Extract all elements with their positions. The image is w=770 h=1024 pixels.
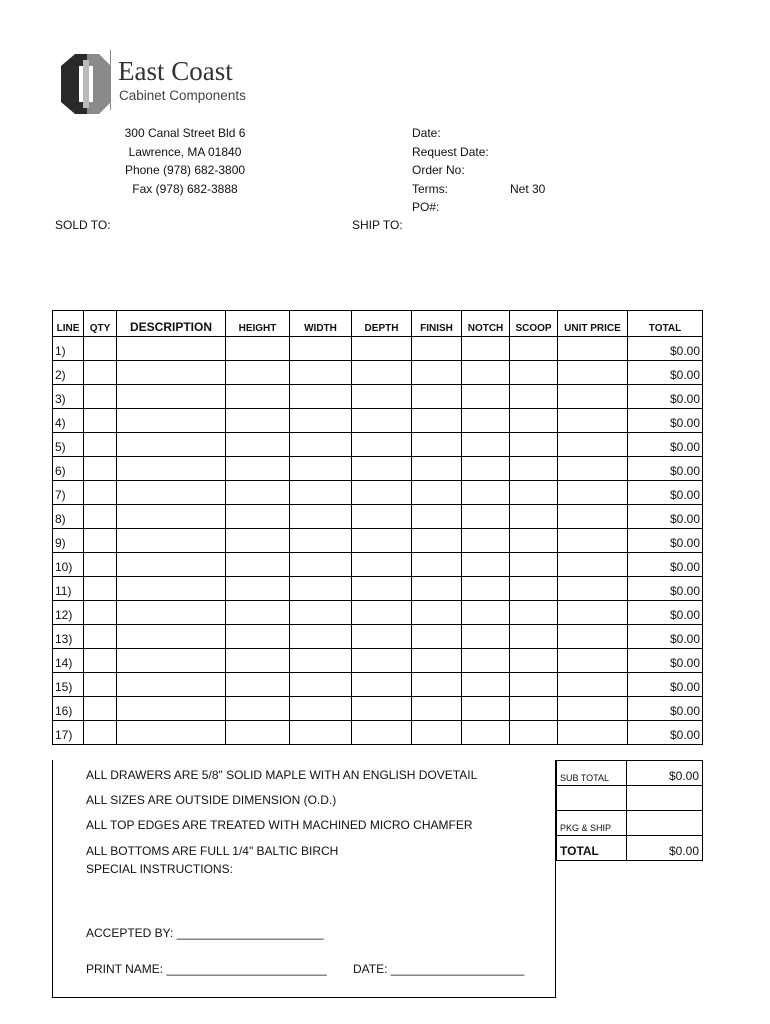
cell-qty[interactable]	[84, 433, 117, 457]
note-drawers: ALL DRAWERS ARE 5/8" SOLID MAPLE WITH AN ENGLISH DOVETAIL	[86, 768, 478, 782]
cell-description[interactable]	[117, 673, 226, 697]
cell-total: $0.00	[628, 433, 703, 457]
cell-width[interactable]	[290, 601, 352, 625]
cell-scoop[interactable]	[510, 457, 558, 481]
cell-unit-price[interactable]	[558, 505, 628, 529]
cell-notch[interactable]	[462, 721, 510, 745]
cell-width[interactable]	[290, 553, 352, 577]
cell-scoop[interactable]	[510, 649, 558, 673]
cell-unit-price[interactable]	[558, 529, 628, 553]
table-row	[53, 721, 703, 745]
cell-depth[interactable]	[352, 433, 412, 457]
cell-height[interactable]	[226, 529, 290, 553]
total-row	[557, 836, 703, 861]
cell-width[interactable]	[290, 433, 352, 457]
cell-description[interactable]	[117, 529, 226, 553]
cell-description[interactable]	[117, 553, 226, 577]
cell-width[interactable]	[290, 337, 352, 361]
cell-scoop[interactable]	[510, 337, 558, 361]
cell-total: $0.00	[628, 385, 703, 409]
cell-total: $0.00	[628, 673, 703, 697]
cell-description[interactable]	[117, 337, 226, 361]
cell-notch[interactable]	[462, 409, 510, 433]
cell-qty[interactable]	[84, 553, 117, 577]
accepted-by-line[interactable]: ACCEPTED BY: ______________________	[86, 926, 324, 940]
header-line: LINE	[53, 311, 84, 337]
cell-qty[interactable]	[84, 529, 117, 553]
cell-depth[interactable]	[352, 697, 412, 721]
cell-qty[interactable]	[84, 409, 117, 433]
cell-unit-price[interactable]	[558, 337, 628, 361]
cell-total: $0.00	[628, 529, 703, 553]
cell-line: 6)	[53, 457, 84, 481]
cell-notch[interactable]	[462, 433, 510, 457]
cell-total: $0.00	[628, 697, 703, 721]
cell-line: 8)	[53, 505, 84, 529]
cell-unit-price[interactable]	[558, 457, 628, 481]
cell-total: $0.00	[628, 721, 703, 745]
date-label: Date:	[412, 126, 441, 140]
header-notch: NOTCH	[462, 311, 510, 337]
order-info	[412, 124, 612, 217]
table-row	[53, 409, 703, 433]
cell-description[interactable]	[117, 505, 226, 529]
cell-notch[interactable]	[462, 601, 510, 625]
cell-notch[interactable]	[462, 649, 510, 673]
blank-row	[557, 786, 703, 811]
cell-width[interactable]	[290, 481, 352, 505]
cell-notch[interactable]	[462, 385, 510, 409]
cell-unit-price[interactable]	[558, 625, 628, 649]
cell-unit-price[interactable]	[558, 481, 628, 505]
pkg-ship-value[interactable]	[627, 811, 703, 836]
cell-description[interactable]	[117, 457, 226, 481]
cell-line: 2)	[53, 361, 84, 385]
cell-notch[interactable]	[462, 673, 510, 697]
cell-line: 1)	[53, 337, 84, 361]
cell-qty[interactable]	[84, 385, 117, 409]
cell-scoop[interactable]	[510, 673, 558, 697]
cell-width[interactable]	[290, 721, 352, 745]
cell-finish[interactable]	[412, 577, 462, 601]
table-row	[53, 649, 703, 673]
cell-description[interactable]	[117, 601, 226, 625]
cell-height[interactable]	[226, 577, 290, 601]
cell-finish[interactable]	[412, 649, 462, 673]
cell-description[interactable]	[117, 577, 226, 601]
table-row	[53, 553, 703, 577]
cell-depth[interactable]	[352, 553, 412, 577]
cell-unit-price[interactable]	[558, 649, 628, 673]
company-logo	[55, 50, 255, 118]
cell-unit-price[interactable]	[558, 385, 628, 409]
cell-scoop[interactable]	[510, 505, 558, 529]
company-address	[100, 124, 270, 198]
cell-total: $0.00	[628, 649, 703, 673]
cell-scoop[interactable]	[510, 721, 558, 745]
cell-line: 5)	[53, 433, 84, 457]
cell-total: $0.00	[628, 625, 703, 649]
header-height: HEIGHT	[226, 311, 290, 337]
cell-line: 7)	[53, 481, 84, 505]
header-depth: DEPTH	[352, 311, 412, 337]
cell-total: $0.00	[628, 553, 703, 577]
cell-description[interactable]	[117, 481, 226, 505]
cell-unit-price[interactable]	[558, 697, 628, 721]
cell-total: $0.00	[628, 505, 703, 529]
summary-table	[556, 760, 703, 861]
table-row	[53, 361, 703, 385]
cell-depth[interactable]	[352, 529, 412, 553]
cell-qty[interactable]	[84, 649, 117, 673]
cell-depth[interactable]	[352, 337, 412, 361]
cell-notch[interactable]	[462, 529, 510, 553]
table-row	[53, 673, 703, 697]
cell-notch[interactable]	[462, 625, 510, 649]
cell-qty[interactable]	[84, 457, 117, 481]
cell-depth[interactable]	[352, 409, 412, 433]
cell-width[interactable]	[290, 409, 352, 433]
cell-height[interactable]	[226, 361, 290, 385]
cell-qty[interactable]	[84, 625, 117, 649]
cell-qty[interactable]	[84, 361, 117, 385]
table-row	[53, 625, 703, 649]
cell-qty[interactable]	[84, 505, 117, 529]
cell-finish[interactable]	[412, 673, 462, 697]
cell-line: 4)	[53, 409, 84, 433]
cell-notch[interactable]	[462, 553, 510, 577]
table-row	[53, 505, 703, 529]
cell-qty[interactable]	[84, 601, 117, 625]
table-row	[53, 577, 703, 601]
cell-scoop[interactable]	[510, 697, 558, 721]
address-line1: 300 Canal Street Bld 6	[124, 126, 246, 140]
cell-notch[interactable]	[462, 481, 510, 505]
line-items-table	[52, 310, 703, 745]
cell-line: 13)	[53, 625, 84, 649]
cell-width[interactable]	[290, 457, 352, 481]
cell-height[interactable]	[226, 625, 290, 649]
cell-height[interactable]	[226, 457, 290, 481]
cell-depth[interactable]	[352, 673, 412, 697]
cell-unit-price[interactable]	[558, 577, 628, 601]
address-line2: Lawrence, MA 01840	[128, 144, 242, 159]
cell-finish[interactable]	[412, 361, 462, 385]
cell-line: 10)	[53, 553, 84, 577]
header-qty: QTY	[84, 311, 117, 337]
table-header-row	[53, 311, 703, 337]
note-sizes: ALL SIZES ARE OUTSIDE DIMENSION (O.D.)	[86, 793, 337, 807]
cell-description[interactable]	[117, 409, 226, 433]
cell-scoop[interactable]	[510, 577, 558, 601]
cell-line: 16)	[53, 697, 84, 721]
cell-depth[interactable]	[352, 601, 412, 625]
cell-total: $0.00	[628, 481, 703, 505]
cell-scoop[interactable]	[510, 481, 558, 505]
cell-finish[interactable]	[412, 337, 462, 361]
cell-unit-price[interactable]	[558, 409, 628, 433]
blank-label	[557, 786, 627, 811]
header-width: WIDTH	[290, 311, 352, 337]
logo-mark-icon	[55, 50, 115, 118]
cell-finish[interactable]	[412, 625, 462, 649]
note-edges: ALL TOP EDGES ARE TREATED WITH MACHINED MICRO CHAMFER	[86, 818, 473, 832]
total-label: TOTAL	[557, 836, 627, 861]
cell-height[interactable]	[226, 649, 290, 673]
cell-description[interactable]	[117, 697, 226, 721]
cell-description[interactable]	[117, 625, 226, 649]
cell-unit-price[interactable]	[558, 601, 628, 625]
cell-qty[interactable]	[84, 721, 117, 745]
po-label: PO#:	[412, 200, 440, 214]
cell-qty[interactable]	[84, 337, 117, 361]
cell-depth[interactable]	[352, 457, 412, 481]
cell-width[interactable]	[290, 673, 352, 697]
request-date-label: Request Date:	[412, 144, 489, 159]
terms-label: Terms:	[412, 181, 448, 196]
cell-notch[interactable]	[462, 361, 510, 385]
cell-line: 9)	[53, 529, 84, 553]
total-value: $0.00	[627, 836, 703, 861]
logo-subtitle: Cabinet Components	[119, 88, 246, 103]
cell-qty[interactable]	[84, 481, 117, 505]
cell-depth[interactable]	[352, 505, 412, 529]
cell-height[interactable]	[226, 337, 290, 361]
table-row	[53, 481, 703, 505]
cell-width[interactable]	[290, 361, 352, 385]
cell-depth[interactable]	[352, 649, 412, 673]
cell-scoop[interactable]	[510, 601, 558, 625]
table-row	[53, 529, 703, 553]
cell-unit-price[interactable]	[558, 721, 628, 745]
subtotal-value: $0.00	[627, 761, 703, 786]
address-phone: Phone (978) 682-3800	[124, 163, 246, 177]
print-name-line[interactable]: PRINT NAME: ________________________	[86, 962, 327, 976]
cell-total: $0.00	[628, 457, 703, 481]
cell-height[interactable]	[226, 721, 290, 745]
cell-height[interactable]	[226, 481, 290, 505]
cell-width[interactable]	[290, 505, 352, 529]
cell-height[interactable]	[226, 409, 290, 433]
cell-unit-price[interactable]	[558, 361, 628, 385]
cell-finish[interactable]	[412, 553, 462, 577]
cell-line: 3)	[53, 385, 84, 409]
cell-depth[interactable]	[352, 385, 412, 409]
cell-scoop[interactable]	[510, 433, 558, 457]
cell-finish[interactable]	[412, 409, 462, 433]
cell-qty[interactable]	[84, 577, 117, 601]
notes-box	[52, 760, 556, 998]
cell-width[interactable]	[290, 697, 352, 721]
cell-notch[interactable]	[462, 457, 510, 481]
cell-height[interactable]	[226, 697, 290, 721]
cell-notch[interactable]	[462, 577, 510, 601]
order-no-label: Order No:	[412, 163, 465, 177]
cell-total: $0.00	[628, 409, 703, 433]
cell-description[interactable]	[117, 433, 226, 457]
header-finish: FINISH	[412, 311, 462, 337]
cell-width[interactable]	[290, 649, 352, 673]
date-signature-line[interactable]: DATE: ____________________	[353, 962, 525, 976]
blank-value[interactable]	[627, 786, 703, 811]
cell-finish[interactable]	[412, 601, 462, 625]
table-row	[53, 457, 703, 481]
cell-finish[interactable]	[412, 505, 462, 529]
cell-description[interactable]	[117, 649, 226, 673]
cell-notch[interactable]	[462, 505, 510, 529]
cell-scoop[interactable]	[510, 529, 558, 553]
table-row	[53, 601, 703, 625]
cell-depth[interactable]	[352, 481, 412, 505]
cell-width[interactable]	[290, 529, 352, 553]
note-bottoms: ALL BOTTOMS ARE FULL 1/4" BALTIC BIRCH	[86, 844, 339, 858]
cell-width[interactable]	[290, 577, 352, 601]
cell-description[interactable]	[117, 721, 226, 745]
cell-depth[interactable]	[352, 625, 412, 649]
cell-total: $0.00	[628, 577, 703, 601]
cell-total: $0.00	[628, 361, 703, 385]
cell-description[interactable]	[117, 361, 226, 385]
cell-line: 11)	[53, 577, 84, 601]
header-total: TOTAL	[628, 311, 703, 337]
cell-finish[interactable]	[412, 457, 462, 481]
cell-notch[interactable]	[462, 697, 510, 721]
cell-finish[interactable]	[412, 433, 462, 457]
cell-qty[interactable]	[84, 697, 117, 721]
cell-depth[interactable]	[352, 721, 412, 745]
cell-scoop[interactable]	[510, 409, 558, 433]
ship-to-label: SHIP TO:	[352, 218, 403, 232]
cell-finish[interactable]	[412, 481, 462, 505]
cell-width[interactable]	[290, 625, 352, 649]
cell-height[interactable]	[226, 433, 290, 457]
table-row	[53, 697, 703, 721]
cell-qty[interactable]	[84, 673, 117, 697]
cell-finish[interactable]	[412, 697, 462, 721]
table-row	[53, 385, 703, 409]
table-row	[53, 337, 703, 361]
sold-to-label: SOLD TO:	[55, 218, 111, 232]
pkg-ship-label: PKG & SHIP	[557, 811, 627, 836]
cell-finish[interactable]	[412, 385, 462, 409]
cell-height[interactable]	[226, 673, 290, 697]
cell-unit-price[interactable]	[558, 673, 628, 697]
cell-finish[interactable]	[412, 721, 462, 745]
pkg-ship-row	[557, 811, 703, 836]
terms-value: Net 30	[510, 181, 546, 196]
cell-height[interactable]	[226, 553, 290, 577]
logo-name: East Coast	[118, 56, 233, 86]
cell-line: 14)	[53, 649, 84, 673]
cell-height[interactable]	[226, 505, 290, 529]
cell-width[interactable]	[290, 385, 352, 409]
cell-line: 17)	[53, 721, 84, 745]
cell-height[interactable]	[226, 385, 290, 409]
cell-total: $0.00	[628, 601, 703, 625]
subtotal-label: SUB TOTAL	[557, 761, 627, 786]
cell-finish[interactable]	[412, 529, 462, 553]
cell-description[interactable]	[117, 385, 226, 409]
table-row	[53, 433, 703, 457]
cell-unit-price[interactable]	[558, 553, 628, 577]
cell-notch[interactable]	[462, 337, 510, 361]
address-fax: Fax (978) 682-3888	[132, 181, 238, 196]
cell-line: 12)	[53, 601, 84, 625]
cell-scoop[interactable]	[510, 361, 558, 385]
cell-depth[interactable]	[352, 361, 412, 385]
cell-total: $0.00	[628, 337, 703, 361]
header-scoop: SCOOP	[510, 311, 558, 337]
subtotal-row	[557, 761, 703, 786]
cell-scoop[interactable]	[510, 625, 558, 649]
cell-line: 15)	[53, 673, 84, 697]
cell-unit-price[interactable]	[558, 433, 628, 457]
special-instructions-label: SPECIAL INSTRUCTIONS:	[86, 862, 233, 876]
cell-height[interactable]	[226, 601, 290, 625]
cell-scoop[interactable]	[510, 385, 558, 409]
cell-depth[interactable]	[352, 577, 412, 601]
header-description: DESCRIPTION	[117, 311, 226, 337]
header-unit-price: UNIT PRICE	[558, 311, 628, 337]
cell-scoop[interactable]	[510, 553, 558, 577]
